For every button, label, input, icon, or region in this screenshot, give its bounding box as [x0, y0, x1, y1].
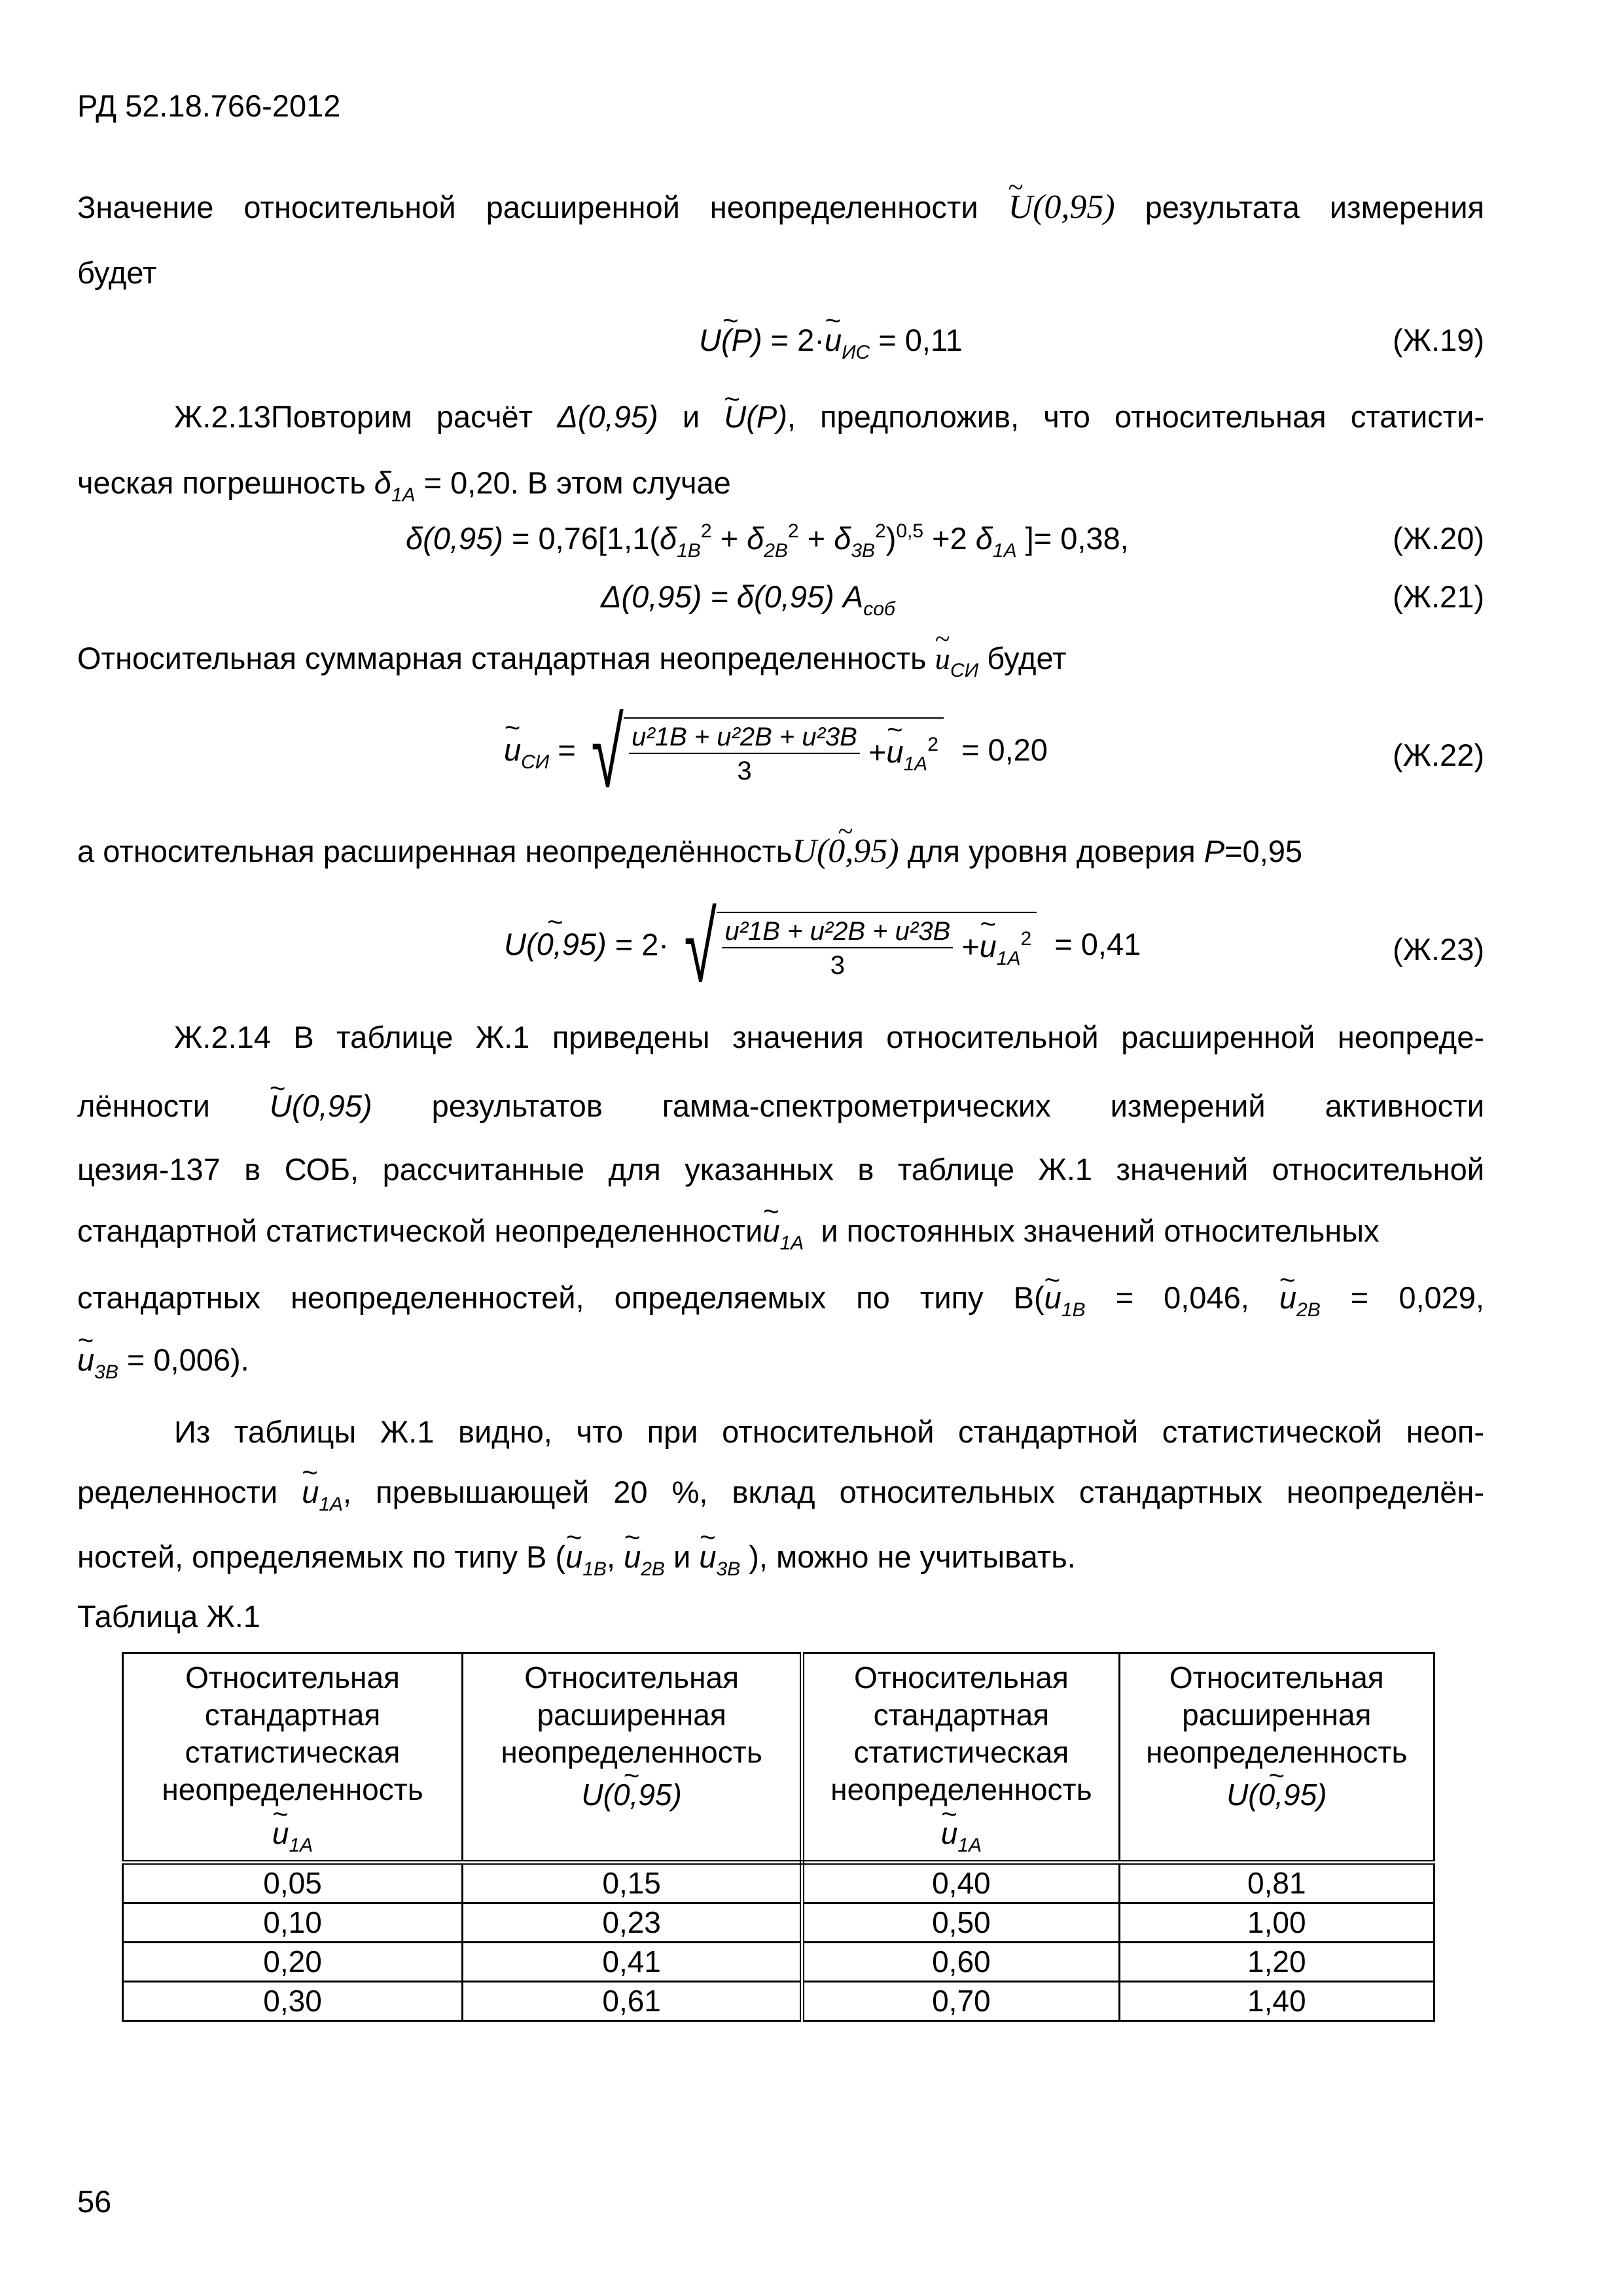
header-1-line1: Относительная — [185, 1660, 400, 1695]
eq23-plus: + — [961, 929, 980, 964]
para4-line — [77, 832, 1302, 871]
para5-l4-a: стандартной статистической неопределенности — [77, 1213, 763, 1248]
header-3-line1: Относительная — [853, 1660, 1069, 1695]
eq19-lhs: ~ U(P) — [699, 321, 762, 360]
para5-l4-sub: 1А — [779, 1232, 804, 1254]
para6-l3-sym3: ~ u — [699, 1537, 716, 1577]
para5-l5-sym2: ~ u — [1279, 1280, 1296, 1315]
para5-l6-sub: 3В — [94, 1361, 118, 1383]
page-number: 56 — [77, 2184, 112, 2219]
eq20-pow: 0,5 — [896, 520, 924, 542]
para6-l2-b: , превышающей 20 %, вклад относительных стандартных неопределён- — [343, 1475, 1484, 1509]
table-row — [123, 1863, 1435, 1903]
para2-text-a: Ж.2.13Повторим расчёт — [174, 399, 533, 434]
header-cell-4 — [1119, 1653, 1434, 1863]
header-2-line2: расширенная — [537, 1698, 726, 1732]
table-cell: 0,81 — [1119, 1863, 1434, 1903]
eq21-sub: соб — [863, 598, 895, 620]
eq20-plus2: + — [798, 521, 834, 556]
para5-l5-s1: 1В — [1061, 1299, 1086, 1321]
table-cell: 0,41 — [463, 1943, 802, 1982]
para1-text-b: результата измерения — [1145, 190, 1484, 224]
eq20-number: (Ж.20) — [1392, 521, 1484, 556]
para6-l2-symbol: ~ u — [302, 1473, 319, 1512]
eq22-sqrt-body — [624, 717, 944, 788]
para3-line — [77, 639, 1067, 683]
U095-symbol — [1008, 188, 1115, 226]
header-cell-3 — [802, 1653, 1119, 1863]
equation-22 — [504, 698, 1048, 808]
header-4-line1: Относительная — [1169, 1660, 1384, 1695]
table-cell: 1,00 — [1119, 1903, 1434, 1943]
para4-text-c: =0,95 — [1224, 834, 1303, 869]
eq20-s1: 1В — [677, 540, 701, 562]
para6-l3-b: ), можно не учитывать. — [749, 1539, 1076, 1574]
para2-line2-delta: δ — [374, 465, 391, 500]
para5-line1: Ж.2.14 В таблице Ж.1 приведены значения относительной расширенной неопреде- — [174, 1020, 1484, 1054]
eq22-last-sup: 2 — [927, 734, 938, 756]
equation-19 — [699, 321, 963, 365]
table-cell: 0,70 — [802, 1982, 1119, 2021]
eq20-plus1: + — [711, 521, 747, 556]
eq19-rhs: = 0,11 — [870, 323, 963, 357]
eq20-close: ) — [885, 521, 897, 556]
eq19-mid: = 2· — [762, 323, 825, 357]
para3-text-b: будет — [987, 641, 1067, 675]
eq22-last-symbol: ~ u — [886, 734, 903, 770]
header-4-symbol: ~ U(0,95) — [1226, 1776, 1327, 1814]
para3-sub: СИ — [950, 660, 979, 681]
para3-text-a: Относительная суммарная стандартная неопределенность — [77, 641, 927, 675]
table-cell: 0,30 — [123, 1982, 463, 2021]
para5-l5-v1: = 0,046, — [1115, 1280, 1249, 1315]
table-row — [123, 1943, 1435, 1982]
para6-line1: Из таблицы Ж.1 видно, что при относительной стандартной статистической неоп- — [174, 1414, 1484, 1449]
header-3-line2: стандартная — [873, 1698, 1050, 1732]
para3-symbol: ~ u — [935, 639, 951, 679]
para4-U095-symbol: ~ U(0,95) — [792, 832, 899, 871]
eq20-d2: δ — [747, 521, 764, 556]
eq20-s3: 3В — [851, 540, 876, 562]
table-cell: 0,10 — [123, 1903, 463, 1943]
para5-line5 — [77, 1278, 1484, 1322]
eq22-numerator: u²1В + u²2В + u²3В — [629, 721, 860, 754]
para2-delta: Δ(0,95) — [557, 399, 658, 434]
table-cell: 0,15 — [463, 1863, 802, 1903]
table-cell: 0,23 — [463, 1903, 802, 1943]
eq22-lhs-symbol: ~ u — [504, 732, 521, 768]
eq23-rhs: = 0,41 — [1054, 927, 1141, 962]
header-cell-1 — [123, 1653, 463, 1863]
header-4-line3: неопределенность — [1146, 1735, 1408, 1769]
table-cell: 0,61 — [463, 1982, 802, 2021]
eq20-tail-a: +2 — [923, 521, 976, 556]
eq23-sqrt-body — [717, 912, 1037, 982]
eq23-last-sup: 2 — [1020, 928, 1032, 950]
eq23-lhs: ~ U(0,95) — [504, 926, 607, 962]
para6-line2 — [77, 1473, 1484, 1516]
header-2-line3: неопределенность — [501, 1735, 762, 1769]
eq22-fraction — [629, 721, 860, 788]
header-3-symbol: ~ u — [941, 1815, 958, 1852]
eq20-tail-b: ]= 0,38, — [1016, 521, 1129, 556]
eq23-fraction — [722, 916, 953, 982]
eq22-last-sub: 1А — [903, 753, 928, 776]
para6-l3-s1: 1В — [582, 1558, 607, 1580]
header-cell-2 — [463, 1653, 802, 1863]
equation-23 — [504, 892, 1141, 1002]
eq21-number: (Ж.21) — [1392, 579, 1484, 614]
eq22-number: (Ж.22) — [1392, 738, 1484, 772]
eq23-last-sub: 1А — [996, 948, 1021, 970]
table-cell: 0,50 — [802, 1903, 1119, 1943]
eq22-plus: + — [868, 734, 887, 770]
para4-text-b: для уровня доверия — [907, 834, 1196, 869]
eq20-coef: = 0,76[1,1( — [503, 521, 660, 556]
eq20-d3: δ — [834, 521, 851, 556]
eq23-mid: = 2· — [606, 927, 669, 962]
para4-P: P — [1204, 834, 1225, 869]
results-table — [122, 1652, 1435, 2022]
header-3-line3: статистическая — [853, 1735, 1069, 1769]
para5-line6 — [77, 1340, 249, 1384]
eq20-d4: δ — [975, 521, 993, 556]
sqrt-icon: √ — [591, 698, 624, 808]
table-cell: 0,05 — [123, 1863, 463, 1903]
header-2-symbol: ~ U(0,95) — [581, 1776, 681, 1814]
para6-l3-s3: 3В — [716, 1558, 741, 1580]
para5-line3: цезия-137 в СОБ, рассчитанные для указанных в таблице Ж.1 значений относительной — [77, 1152, 1484, 1187]
para5-l5-sym1: ~ u — [1044, 1280, 1061, 1315]
para5-l4-b: и постоянных значений относительных — [821, 1213, 1380, 1248]
equation-21 — [601, 577, 895, 621]
doc-code-header: РД 52.18.766-2012 — [77, 88, 341, 123]
U095-symbol-text: ~ U(0,95) — [1008, 188, 1115, 227]
eq22-rhs: = 0,20 — [961, 732, 1048, 768]
header-1-sub: 1А — [289, 1835, 313, 1856]
para5-line4 — [77, 1211, 1380, 1255]
eq20-e3: 2 — [875, 520, 886, 542]
para5-l2-a: лённости — [77, 1088, 210, 1123]
table-cell: 1,20 — [1119, 1943, 1434, 1982]
eq20-e2: 2 — [787, 520, 799, 542]
para5-l2-d: измерений — [1110, 1088, 1266, 1123]
header-4-line2: расширенная — [1182, 1698, 1372, 1732]
para5-l5-b: определяемых по типу В( — [614, 1280, 1044, 1315]
table-cell: 0,20 — [123, 1943, 463, 1982]
eq22-denominator: 3 — [737, 757, 752, 785]
table-caption: Таблица Ж.1 — [77, 1599, 260, 1634]
equation-20 — [406, 519, 1129, 563]
table-row — [123, 1982, 1435, 2021]
para5-line2 — [77, 1086, 1484, 1126]
para1-line2: будет — [77, 255, 157, 290]
header-1-line4: неопределенность — [162, 1772, 423, 1806]
eq22-lhs-sub: СИ — [521, 751, 550, 774]
para5-l6-symbol: ~ u — [77, 1340, 94, 1380]
para6-l3-sym1: ~ u — [565, 1537, 582, 1577]
para5-l5-a: стандартных неопределенностей, — [77, 1280, 584, 1315]
table-cell: 1,40 — [1119, 1982, 1434, 2021]
header-1-line2: стандартная — [204, 1698, 381, 1732]
header-3-sub: 1А — [957, 1835, 982, 1856]
eq20-lhs: δ(0,95) — [406, 521, 503, 556]
table-header-row — [123, 1653, 1435, 1863]
para5-l2-c: гамма-спектрометрических — [662, 1088, 1051, 1123]
para1-text-a: Значение относительной расширенной неопределенности — [77, 190, 978, 224]
eq22-equals: = — [558, 732, 576, 768]
header-2-line1: Относительная — [524, 1660, 740, 1695]
para2-U-symbol: ~ U(P) — [724, 399, 787, 434]
eq23-last-symbol: ~ u — [980, 928, 997, 964]
para2-line2-b: = 0,20. В этом случае — [415, 465, 731, 500]
sqrt-icon: √ — [684, 892, 717, 1002]
para2-line2-sub: 1А — [391, 484, 416, 506]
para4-text-a: а относительная расширенная неопределённость — [77, 834, 793, 869]
eq19-number: (Ж.19) — [1392, 323, 1484, 357]
para2-text-b: , предположив, что относительная статисти- — [787, 399, 1485, 434]
para6-l2-a: ределенности — [77, 1475, 278, 1509]
para6-l2-sub: 1А — [319, 1494, 344, 1515]
eq23-denominator: 3 — [830, 951, 845, 980]
para6-l3-sym2: ~ u — [624, 1537, 641, 1577]
para5-l2-b: результатов — [431, 1088, 603, 1123]
eq23-numerator: u²1В + u²2В + u²3В — [722, 916, 953, 948]
table-row — [123, 1903, 1435, 1943]
header-1-symbol: ~ u — [272, 1815, 289, 1852]
para6-l3-a: ностей, определяемых по типу В ( — [77, 1539, 566, 1574]
eq23-number: (Ж.23) — [1392, 932, 1484, 967]
para2-line2 — [77, 463, 731, 507]
table-cell: 0,60 — [802, 1943, 1119, 1982]
eq19-symbol: ~ u — [825, 321, 842, 360]
para5-l4-symbol: ~ u — [762, 1211, 779, 1251]
para6-line3: ностей, определяемых по типу В (~ $u_{1В}$, ~ $u_{2В}$ и ~ $u_{3В}$ ), можно не учитывать. — [77, 1537, 1076, 1581]
eq20-e1: 2 — [700, 520, 712, 542]
para6-l3-and: и — [673, 1539, 691, 1574]
table-cell: 0,40 — [802, 1863, 1119, 1903]
para2-line1 — [174, 397, 1484, 437]
para5-l5-v2: = 0,029, — [1350, 1280, 1484, 1315]
header-3-line4: неопределенность — [830, 1772, 1092, 1806]
para5-l6-v: = 0,006). — [118, 1342, 249, 1377]
eq20-d1: δ — [660, 521, 677, 556]
eq19-sub: ИС — [842, 342, 870, 363]
eq21-text: Δ(0,95) = δ(0,95) А — [601, 579, 864, 614]
para5-l2-e: активности — [1325, 1088, 1485, 1123]
eq20-s2: 2В — [764, 540, 788, 562]
header-1-line3: статистическая — [185, 1735, 401, 1769]
eq20-s4: 1А — [992, 540, 1017, 562]
para2-line2-a: ческая погрешность — [77, 465, 366, 500]
para1-line1 — [77, 188, 1484, 227]
para6-l3-s2: 2В — [641, 1558, 665, 1580]
para5-l5-s2: 2В — [1296, 1299, 1321, 1321]
para2-and: и — [682, 399, 700, 434]
para5-l2-symbol: ~ U(0,95) — [270, 1088, 372, 1123]
